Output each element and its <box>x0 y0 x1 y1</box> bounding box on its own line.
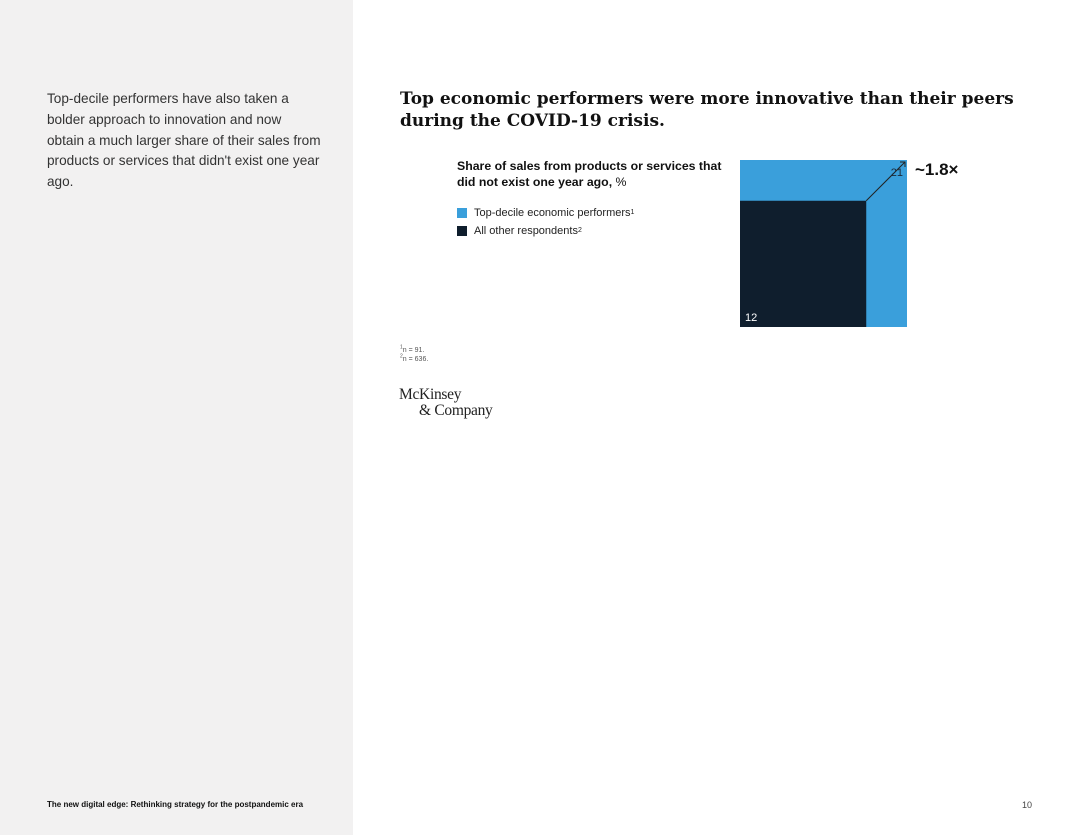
sidebar <box>0 0 353 835</box>
footnote-1-marker: 1 <box>400 344 403 351</box>
legend-label-top-decile: Top-decile economic performers <box>474 207 631 219</box>
multiplier-annotation: ~1.8× <box>915 160 959 179</box>
chart-title <box>457 159 727 190</box>
legend-item-others: All other respondents 2 <box>457 222 634 240</box>
footnote-2 <box>400 355 428 364</box>
footnote-1-text: n = 91. <box>402 347 425 354</box>
page-number: 10 <box>1022 800 1033 810</box>
footnote-2-text: n = 636. <box>402 356 429 363</box>
page-title: Top economic performers were more innovative than their peers during the COVID-19 crisis. <box>400 89 1014 131</box>
chart-title-unit: % <box>615 174 627 189</box>
logo-line-2: & Company <box>419 402 493 419</box>
value-label-others: 12 <box>745 312 758 324</box>
intro-text: Top-decile performers have also taken a bolder approach to innovation and now obtain a much larger share of their sales from products or services that didn't exist one year ago. <box>47 91 321 190</box>
chart-plot <box>730 150 980 335</box>
chart-title-text: Share of sales from products or services that did not exist one year ago, <box>457 159 722 189</box>
legend-swatch-others <box>457 226 467 236</box>
logo-line-1: McKinsey <box>399 386 462 403</box>
chart-legend <box>457 204 634 240</box>
footnote-2-marker: 2 <box>400 353 403 360</box>
inner-square-others <box>740 201 866 327</box>
footnote-1 <box>400 346 428 355</box>
footnotes <box>400 346 428 364</box>
legend-swatch-top-decile <box>457 208 467 218</box>
footer-title: The new digital edge: Rethinking strategy for the postpandemic era <box>47 800 304 809</box>
value-label-top-decile: 21 <box>890 167 903 179</box>
legend-label-others: All other respondents <box>474 225 578 237</box>
mckinsey-logo <box>399 387 493 419</box>
legend-item-top-decile: Top-decile economic performers 1 <box>457 204 634 222</box>
